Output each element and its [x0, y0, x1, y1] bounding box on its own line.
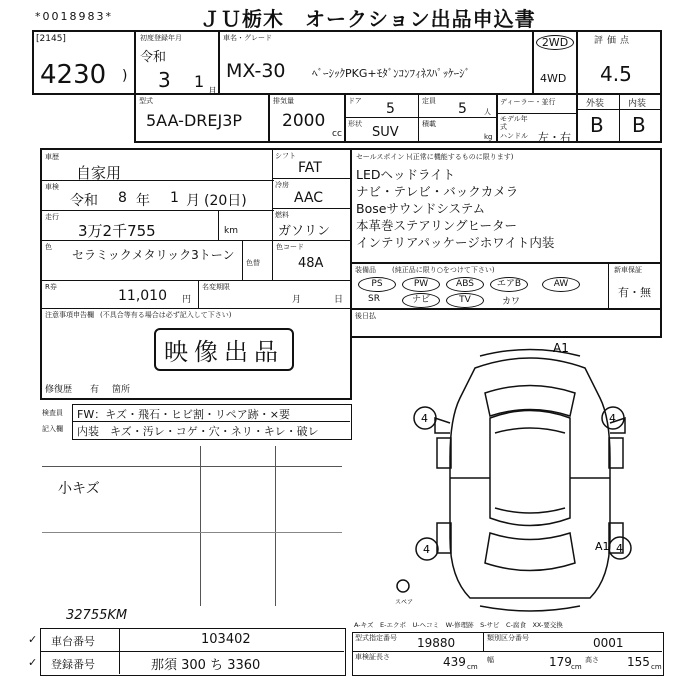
ac-value: AAC [294, 190, 324, 206]
form-title: ＪＵ栃木 オークション出品申込書 [200, 7, 536, 31]
color-value: セラミックメタリック3トーン [72, 248, 235, 262]
sales-point-item: インテリアパッケージホワイト内装 [356, 235, 555, 250]
color-label: 色 [45, 243, 52, 251]
lot-number: 4230 [40, 60, 107, 90]
width-label: 幅 [487, 656, 494, 664]
model-num-label: 型式指定番号 [355, 634, 397, 642]
sales-point-item: LEDヘッドライト [356, 167, 456, 182]
mileage-value: 3万2千755 [78, 222, 156, 240]
damage-legend: A-キズ E-エクボ U-ヘコミ W-修理跡 S-サビ C-腐食 XX-要交換 [354, 621, 563, 629]
equipment-note: (純正品に限り○をつけて下さい) [392, 266, 495, 274]
seller-label: 後日払 [355, 312, 376, 320]
drive-box [532, 30, 578, 95]
damage-mark: 4 [616, 542, 623, 555]
details-box [40, 148, 352, 400]
footer-right-box [352, 632, 664, 676]
notes-label: 注意事項申告欄 [45, 311, 94, 319]
interior-grade: B [632, 113, 646, 137]
equip-leather: カワ [502, 297, 521, 307]
recycle-value: 11,010 [118, 288, 167, 304]
odometer-note: 32755KM [66, 608, 128, 623]
recycle-label: R券 [45, 283, 57, 291]
car-damage-diagram [395, 338, 665, 618]
damage-mark: 4 [423, 543, 430, 556]
repair-place: 箇所 [112, 385, 131, 395]
damage-mark-a1: A1 [595, 540, 610, 553]
inspector-label-1: 検査員 [42, 409, 63, 417]
height-label: 高さ [585, 656, 599, 664]
spare-label: スペア [395, 599, 414, 606]
model-type-label: 型式 [139, 97, 153, 105]
registration-year: 3 [158, 68, 171, 92]
equipment-label: 装備品 [355, 266, 376, 274]
inspection-year: 8 [118, 190, 127, 206]
inspection-label: 車検 [45, 183, 59, 191]
dealer-label: ディーラー・並行 [500, 98, 556, 106]
sales-point-item: Boseサウンドシステム [356, 201, 486, 216]
equip-tv: TV [446, 293, 484, 308]
seller-box [350, 308, 662, 338]
equip-ps: PS [358, 277, 396, 292]
damage-mark-a1: A1 [553, 341, 569, 355]
displacement-value: 2000 [282, 111, 326, 131]
ext-int-box [576, 93, 662, 143]
vehicle-name-box [218, 30, 534, 95]
exterior-grade: B [590, 113, 604, 137]
color-code-value: 48A [298, 256, 324, 271]
equip-sr: SR [368, 294, 380, 304]
model-type-box [134, 93, 270, 143]
load-label: 積載 [422, 120, 436, 128]
handle-label: ハンドル [500, 132, 528, 140]
doc-date-label: 名変期限 [202, 283, 230, 291]
doors-value: 5 [386, 101, 395, 117]
drive-2wd: 2WD [536, 35, 574, 50]
inspection-month-unit: 月 [186, 193, 200, 209]
registration-label: 初度登録年月 [140, 34, 182, 42]
registration-month-unit: 月 [208, 87, 218, 97]
eval-box [576, 30, 662, 95]
height-value: 155 [627, 655, 650, 669]
vehicle-name-label: 車名・グレード [223, 34, 272, 42]
sales-point-item: 本革巻ステアリングヒーター [356, 218, 518, 233]
model-year-label: モデル年式 [500, 115, 528, 131]
plate-label: 登録番号 [51, 658, 95, 671]
lot-suffix: ) [122, 68, 128, 84]
repaint-label: 色替 [246, 259, 260, 267]
dealer-box [496, 93, 578, 143]
doors-label: ドア [348, 97, 362, 105]
capacity-value: 5 [458, 101, 467, 117]
equip-aw: AW [542, 277, 580, 292]
doc-day: 日 [334, 295, 344, 305]
repair-value: 有 [90, 385, 100, 395]
inspection-era: 令和 [70, 193, 98, 209]
length-value: 439 [443, 655, 466, 669]
length-unit: cm [467, 663, 478, 671]
model-num: 19880 [417, 636, 456, 650]
recycle-unit: 円 [182, 295, 192, 305]
document-number: *0018983* [35, 10, 113, 23]
sales-points-note: (正常に機能するものに限ります) [410, 153, 514, 161]
class-num-label: 類別区分番号 [487, 634, 529, 642]
new-car-label: 新車保証 [614, 266, 642, 274]
plate-number: 那須 300 ち 3360 [151, 658, 261, 673]
equipment-box [350, 262, 662, 310]
lot-code: [2145] [36, 34, 66, 44]
sales-points-box [350, 148, 662, 264]
exterior-label: 外装 [586, 99, 605, 109]
interior-label: 内装 [628, 99, 647, 109]
inspector-fw-line: FW：キズ・飛石・ヒビ割・リペア跡・×要 [77, 408, 290, 421]
repair-label: 修復歴 [45, 385, 73, 395]
load-unit: kg [484, 133, 493, 141]
height-unit: cm [651, 663, 662, 671]
handle-value: 左・右 [538, 131, 571, 144]
inspection-day: (20日) [204, 193, 247, 209]
length-label: 車検証長さ [355, 653, 390, 661]
mileage-unit: km [224, 226, 238, 236]
chassis-number: 103402 [201, 632, 251, 647]
mileage-label: 走行 [45, 213, 59, 221]
inspector-box [72, 404, 352, 440]
doors-box [344, 93, 498, 143]
registration-month: 1 [194, 72, 205, 91]
model-type: 5AA-DREJ3P [146, 111, 243, 130]
class-num: 0001 [593, 636, 624, 650]
shift-value: FAT [298, 160, 322, 176]
damage-mark: 4 [609, 412, 616, 425]
shift-label: シフト [275, 152, 296, 160]
capacity-unit: 人 [484, 108, 491, 116]
fuel-value: ガソリン [278, 224, 331, 239]
registration-box [134, 30, 220, 95]
doc-month: 月 [292, 295, 302, 305]
lot-box [32, 30, 136, 95]
footer-left-box [40, 628, 346, 676]
equip-abs: ABS [446, 277, 484, 292]
capacity-label: 定員 [422, 97, 436, 105]
fuel-label: 燃料 [275, 211, 289, 219]
drive-4wd: 4WD [540, 72, 567, 85]
body-type-label: 形状 [348, 120, 362, 128]
sales-points-label: セールスポイント [356, 153, 412, 161]
equip-navi: ナビ [402, 293, 440, 308]
inspection-year-unit: 年 [136, 193, 150, 209]
vehicle-grade: ﾍﾞｰｼｯｸPKG+ﾓﾀﾞﾝｺﾝﾌｨﾈｽﾊﾟｯｹｰｼﾞ [312, 67, 471, 80]
width-value: 179 [549, 655, 572, 669]
vehicle-model: MX-30 [226, 60, 286, 82]
use-label: 車歴 [45, 153, 59, 161]
notes-sub: (不具合等有る場合は必ず記入して下さい) [100, 311, 232, 319]
displacement-unit: cc [332, 129, 342, 139]
video-listing-stamp: 映像出品 [154, 328, 294, 371]
width-unit: cm [571, 663, 582, 671]
displacement-box [268, 93, 346, 143]
inspector-hand-note: 小キズ [58, 481, 100, 497]
eval-score: 4.5 [600, 62, 632, 86]
equip-pw: PW [402, 277, 440, 292]
eval-label: 評価点 [594, 36, 634, 46]
inspector-label-2: 記入欄 [42, 425, 63, 433]
body-type-value: SUV [372, 125, 399, 140]
displacement-label: 排気量 [273, 97, 294, 105]
equip-airbag: エアB [490, 277, 528, 292]
use-value: 自家用 [76, 164, 122, 182]
sales-points-list [356, 166, 554, 251]
inspection-month: 1 [170, 190, 179, 206]
damage-mark: 4 [421, 412, 428, 425]
chassis-label: 車台番号 [51, 635, 95, 648]
registration-era: 令和 [140, 50, 167, 65]
sales-point-item: ナビ・テレビ・バックカメラ [356, 184, 519, 199]
color-code-label: 色コード [276, 243, 304, 251]
new-car-value: 有・無 [618, 286, 651, 299]
ac-label: 冷房 [275, 181, 289, 189]
inspector-interior-line: 内装 キズ・汚レ・コゲ・穴・ネリ・キレ・破レ [77, 425, 319, 438]
